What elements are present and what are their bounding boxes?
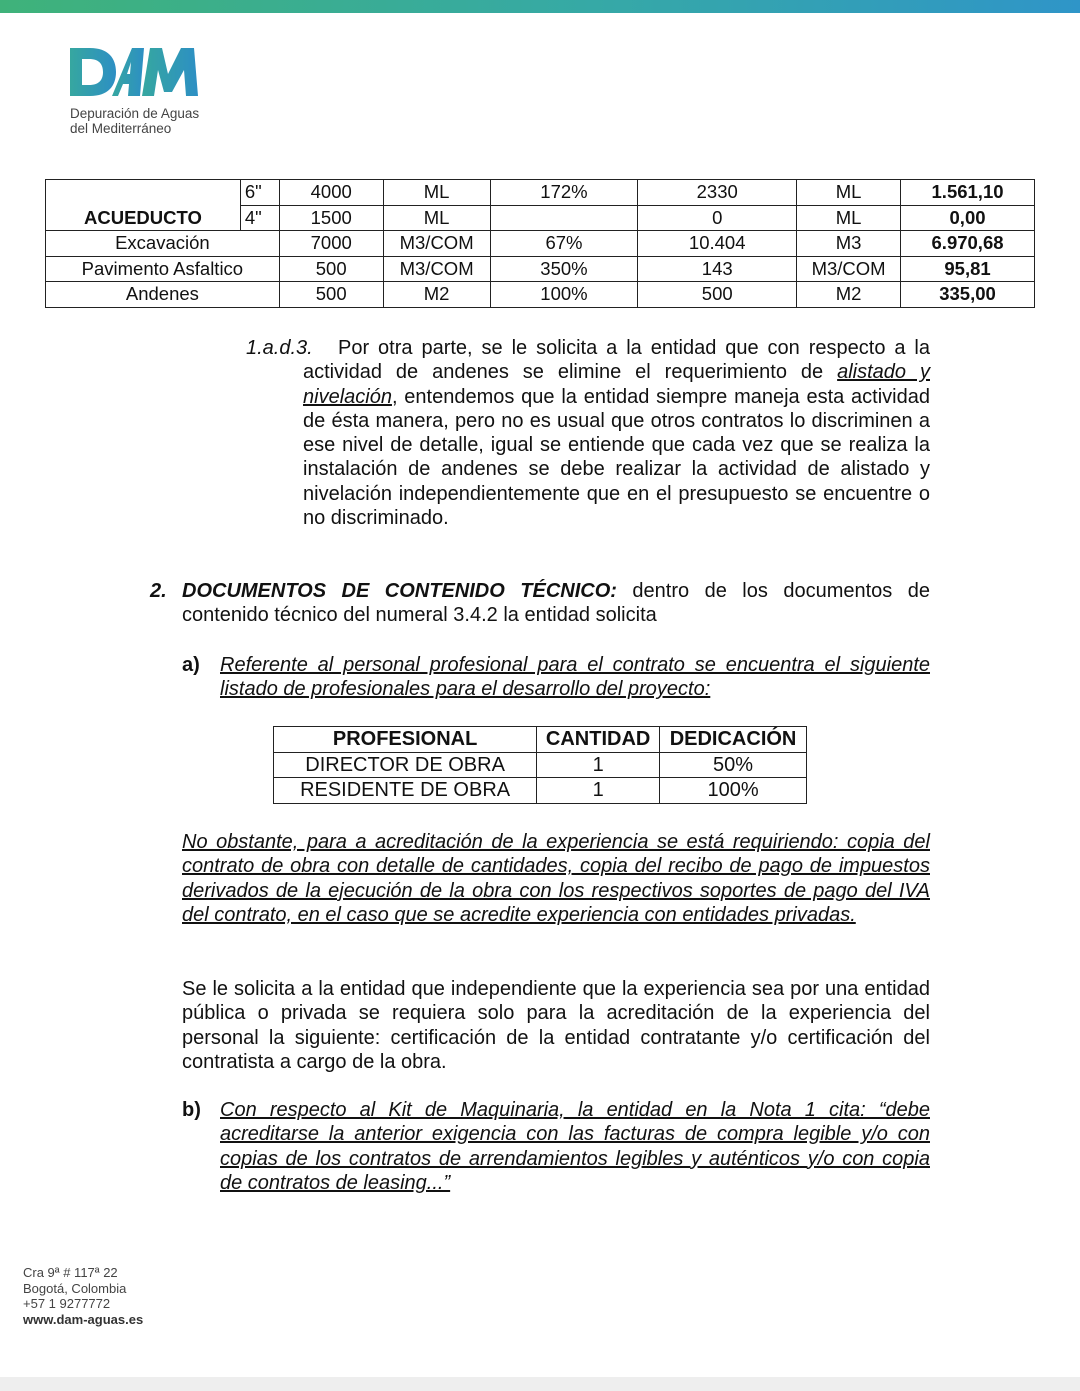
table-cell — [490, 205, 638, 231]
note-paragraph: No obstante, para a acreditación de la experiencia se está requiriendo: copia del contrato de obra con detalle de cantidades, copia del recibo de pago de impuestos derivados de la ejecución de la obra con los respectivos soportes de pago del IVA del contrato, en el caso que se acredite experiencia con entidades privadas. — [182, 831, 930, 926]
footer-city: Bogotá, Colombia — [23, 1280, 127, 1296]
table-cell: 95,81 — [901, 256, 1035, 282]
table-cell: M3/COM — [797, 256, 901, 282]
column-header: PROFESIONAL — [274, 727, 537, 753]
underlined-phrase: alistado y nivelación — [303, 361, 930, 408]
table-row — [274, 778, 807, 804]
table-cell: DIRECTOR DE OBRA — [274, 752, 537, 778]
quantities-table — [45, 179, 1035, 308]
table-cell: M3 — [797, 231, 901, 257]
table-cell: M3/COM — [383, 231, 490, 257]
table-cell: 1.561,10 — [901, 180, 1035, 206]
table-cell: 500 — [279, 282, 383, 308]
logo-subtitle — [70, 106, 199, 136]
item-text: Con respecto al Kit de Maquinaria, la entidad en la Nota 1 cita: “debe acreditarse la anterior exigencia con las facturas de compra legible y/o con copias de los contratos de arrendamientos legibles y auténticos y/o con copia de contratos de leasing...” — [220, 1099, 930, 1194]
table-cell: 50% — [660, 752, 807, 778]
section-text: dentro de los documentos de contenido técnico del numeral 3.4.2 la entidad solicita — [182, 580, 930, 627]
table-cell: 6" — [240, 180, 279, 206]
footer-website-link[interactable]: www.dam-aguas.es — [23, 1311, 144, 1327]
table-cell: 143 — [638, 256, 797, 282]
table-cell: 6.970,68 — [901, 231, 1035, 257]
table-cell: Excavación — [46, 231, 280, 257]
dam-logo — [68, 44, 202, 105]
table-row — [46, 282, 1035, 308]
table-cell: ML — [383, 180, 490, 206]
table-row — [46, 256, 1035, 282]
table-cell: 172% — [490, 180, 638, 206]
top-accent-bar — [0, 0, 1080, 13]
paragraph-number: 1.a.d.3. — [246, 337, 313, 359]
table-cell: 350% — [490, 256, 638, 282]
footer-address: Cra 9ª # 117ª 22 — [23, 1265, 118, 1280]
table-cell: 1 — [537, 778, 660, 804]
table-cell: ACUEDUCTO — [46, 205, 241, 231]
table-cell — [46, 180, 241, 206]
table-cell: M3/COM — [383, 256, 490, 282]
table-cell: 0,00 — [901, 205, 1035, 231]
paragraph-text: Por otra parte, se le solicita a la entidad que con respecto a la actividad de andenes se elimine el requerimiento de — [303, 337, 930, 384]
item-label: a) — [182, 654, 200, 676]
column-header: CANTIDAD — [537, 727, 660, 753]
section-heading: DOCUMENTOS DE CONTENIDO TÉCNICO: — [182, 580, 617, 602]
table-cell: 1 — [537, 752, 660, 778]
table-cell: RESIDENTE DE OBRA — [274, 778, 537, 804]
footer-phone: +57 1 9277772 — [23, 1296, 111, 1311]
table-cell: 500 — [279, 256, 383, 282]
staff-table — [273, 726, 807, 804]
table-cell: ML — [797, 205, 901, 231]
table-cell: 7000 — [279, 231, 383, 257]
item-text: Referente al personal profesional para el contrato se encuentra el siguiente listado de profesionales para el desarrollo del proyecto: — [220, 654, 930, 701]
column-header: DEDICACIÓN — [660, 727, 807, 753]
logo-subtitle-line2: del Mediterráneo — [70, 121, 172, 136]
table-header-row — [274, 727, 807, 753]
table-cell: 4" — [240, 205, 279, 231]
table-row — [46, 180, 1035, 206]
table-cell: 100% — [660, 778, 807, 804]
table-cell: 335,00 — [901, 282, 1035, 308]
table-cell: Pavimento Asfaltico — [46, 256, 280, 282]
table-cell: 100% — [490, 282, 638, 308]
table-cell: 10.404 — [638, 231, 797, 257]
footer-contact — [23, 1265, 143, 1327]
table-cell: M2 — [383, 282, 490, 308]
paragraph-text: , entendemos que la entidad siempre maneja esta actividad de ésta manera, pero no es usual que otros contratos lo discriminen a ese nivel de detalle, igual se entiende que cada vez que se realiza la instalación de andenes se debe realizar la actividad de alistado y nivelación independientemente que en el presupuesto se encuentre o no discriminado. — [303, 385, 930, 530]
table-cell: M2 — [797, 282, 901, 308]
item-b — [182, 1098, 930, 1195]
table-cell: 500 — [638, 282, 797, 308]
logo-subtitle-line1: Depuración de Aguas — [70, 106, 200, 121]
table-cell: 67% — [490, 231, 638, 257]
table-cell: 0 — [638, 205, 797, 231]
table-row — [274, 752, 807, 778]
table-row — [46, 205, 1035, 231]
request-paragraph: Se le solicita a la entidad que independiente que la experiencia sea por una entidad pública o privada se requiera solo para la acreditación de la experiencia del personal la siguiente: certificación de la entidad contratante y/o certificación del contratista a cargo de la obra. — [182, 978, 930, 1073]
section-number: 2. — [150, 580, 167, 602]
item-a — [182, 653, 930, 702]
section-2 — [150, 579, 930, 628]
table-cell: 1500 — [279, 205, 383, 231]
table-cell: 4000 — [279, 180, 383, 206]
table-cell: ML — [383, 205, 490, 231]
item-label: b) — [182, 1099, 201, 1121]
table-cell: 2330 — [638, 180, 797, 206]
table-cell: ML — [797, 180, 901, 206]
paragraph-1ad3 — [246, 336, 930, 530]
table-row — [46, 231, 1035, 257]
bottom-bar — [0, 1377, 1080, 1391]
table-cell: Andenes — [46, 282, 280, 308]
